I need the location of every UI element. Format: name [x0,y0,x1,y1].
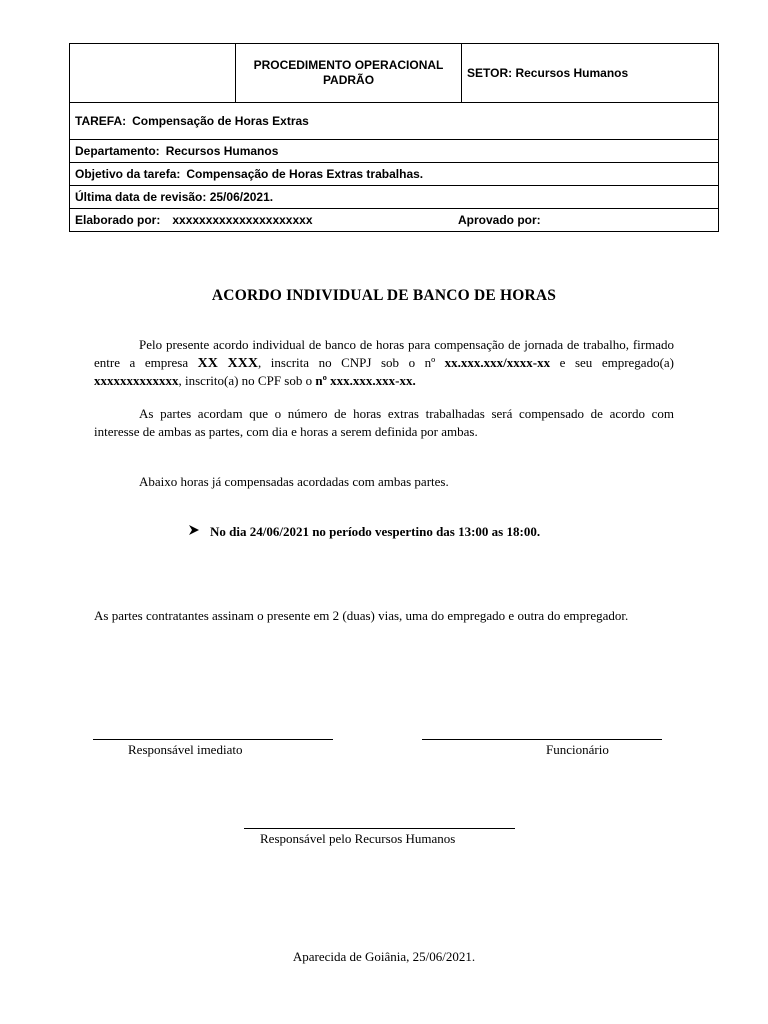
company-name: XX XXX [197,355,258,371]
objetivo-cell [70,163,719,186]
tarefa-value: Compensação de Horas Extras [132,114,309,128]
paragraph-terms: As partes acordam que o número de horas extras trabalhadas será compensado de acordo com interesse de ambas as partes, com dia e horas a serem definida por ambas. [94,406,674,439]
cnpj-value: xx.xxx.xxx/xxxx-xx [444,354,551,370]
document-title: ACORDO INDIVIDUAL DE BANCO DE HORAS [211,287,557,304]
bullet-text: No dia 24/06/2021 no período vespertino das 13:00 as 18:00. [210,524,541,539]
setor-cell [462,44,719,103]
logo-cell [70,44,236,103]
departamento-label: Departamento: [75,144,160,158]
header-table [69,43,719,232]
signature-line-supervisor [93,739,333,740]
paragraph-compensated: Abaixo horas já compensadas acordadas com ambas partes. [139,474,449,489]
revisao-cell: Última data de revisão: 25/06/2021. [70,186,719,209]
departamento-value: Recursos Humanos [165,144,279,158]
elaborado-value: xxxxxxxxxxxxxxxxxxxxx [172,213,313,227]
tarefa-label: TAREFA: [75,114,127,128]
signature-line-hr [244,828,515,829]
bullet-item [188,524,540,540]
employee-name: xxxxxxxxxxxxx [94,373,179,388]
signature-label-employee: Funcionário [546,742,609,757]
place-date: Aparecida de Goiânia, 25/06/2021. [292,949,476,964]
elaborado-cell [70,209,719,232]
objetivo-label: Objetivo da tarefa: [75,167,181,181]
signature-label-supervisor: Responsável imediato [128,742,243,757]
objetivo-value: Compensação de Horas Extras trabalhas. [186,167,424,181]
tarefa-cell [70,103,719,140]
paragraph-agreement: Pelo presente acordo individual de banco de horas para compensação de jornada de trabalho, firmado entre a empresa XX XXX, inscrita no CNPJ sob o nº xx.xxx.xxx/xxxx-xx e seu empregado(a) xxxxxxxxxxxxx, inscrito(a) no CPF sob o nº xxx.xxx.xxx-xx. [94,337,674,388]
cpf-value: nº xxx.xxx.xxx-xx. [315,373,416,388]
signature-line-employee [422,739,662,740]
setor-value: Recursos Humanos [515,66,629,80]
departamento-cell [70,140,719,163]
elaborado-label: Elaborado por: [75,213,161,227]
procedure-title: PROCEDIMENTO OPERACIONAL PADRÃO [236,44,462,103]
aprovado-label: Aprovado por: [458,213,541,227]
arrow-bullet-icon [188,524,210,540]
setor-label: SETOR: [467,66,513,80]
signature-label-hr: Responsável pelo Recursos Humanos [260,831,456,846]
paragraph-signatures: As partes contratantes assinam o presente em 2 (duas) vias, uma do empregado e outra do empregador. [94,608,629,623]
